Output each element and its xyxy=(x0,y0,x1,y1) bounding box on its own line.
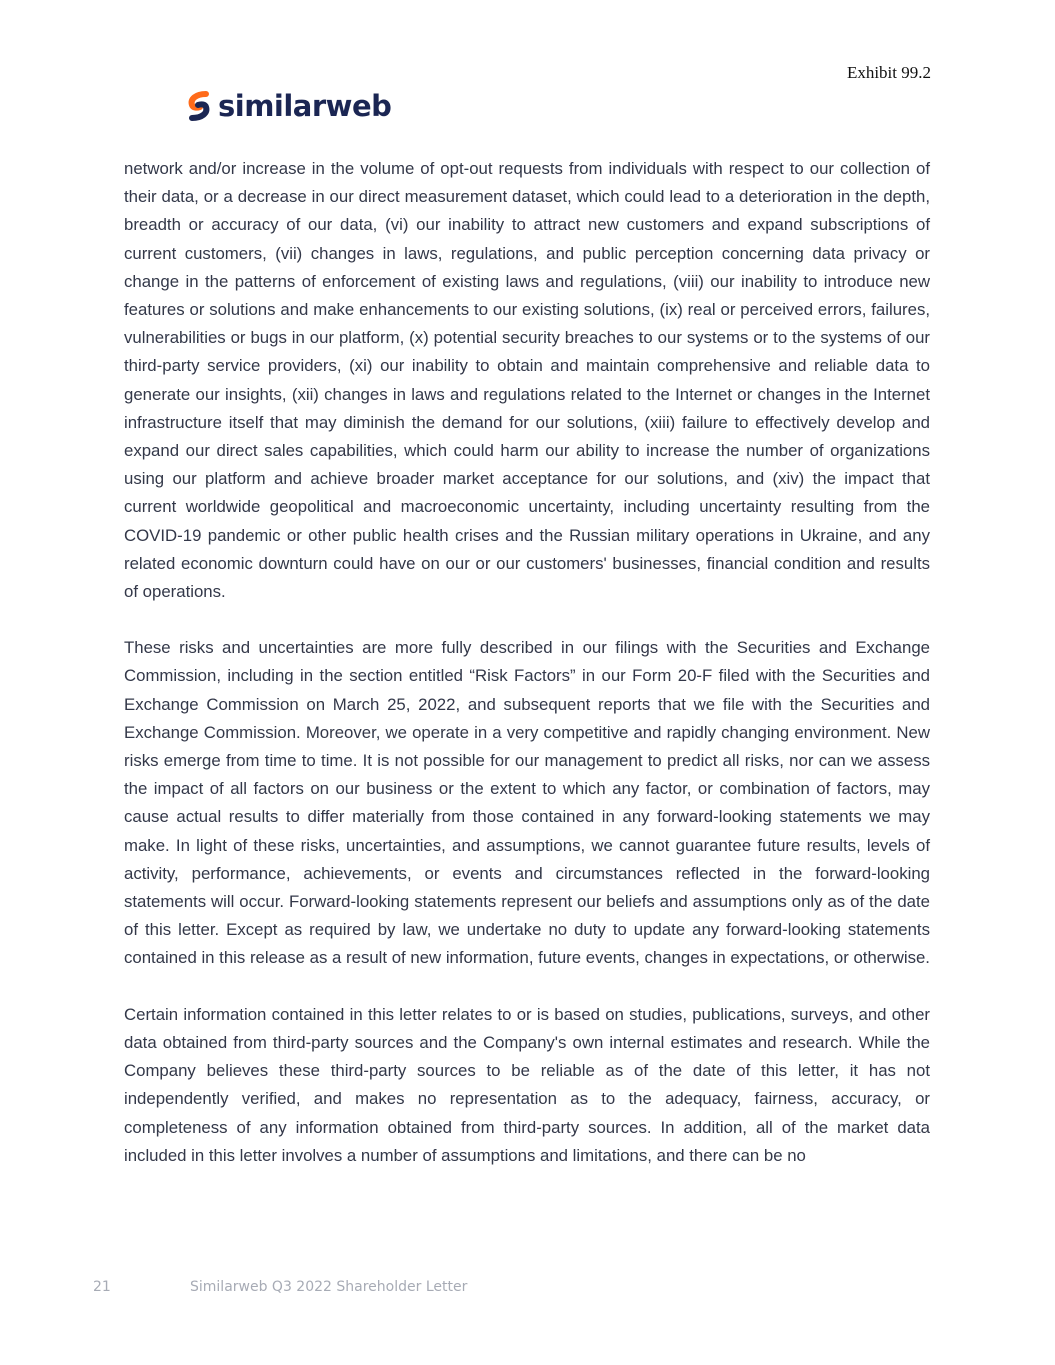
paragraph-risks-uncertainties: These risks and uncertainties are more fully described in our filings with the Securities and Exchange Commission, including in the section entitled “Risk Factors” in our Form 20-F filed with the Securities and Exchange Commission on March 25, 2022, and subsequent reports that we file with the Securities and Exchange Commission. Moreover, we operate in a very competitive and rapidly changing environment. New risks emerge from time to time. It is not possible for our management to predict all risks, nor can we assess the impact of all factors on our business or the extent to which any factor, or combination of factors, may cause actual results to differ materially from those contained in any forward-looking statements we may make. In light of these risks, uncertainties, and assumptions, we cannot guarantee future results, levels of activity, performance, achievements, or events and circumstances reflected in the forward-looking statements will occur. Forward-looking statements represent our beliefs and assumptions only as of the date of this letter. Except as required by law, we undertake no duty to update any forward-looking statements contained in this release as a result of new information, future events, changes in expectations, or otherwise. xyxy=(124,638,930,968)
letter-body xyxy=(124,155,930,1198)
paragraph-risk-factors-list: network and/or increase in the volume of opt-out requests from individuals with respect to our collection of their data, or a decrease in our direct measurement dataset, which could lead to a deterioration in the depth, breadth or accuracy of our data, (vi) our inability to attract new customers and expand subscriptions of current customers, (vii) changes in laws, regulations, and public perception concerning data privacy or change in the patterns of enforcement of existing laws and regulations, (viii) our inability to introduce new features or solutions and make enhancements to our existing solutions, (ix) real or perceived errors, failures, vulnerabilities or bugs in our platform, (x) potential security breaches to our systems or to the systems of our third-party service providers, (xi) our inability to obtain and maintain comprehensive and reliable data to generate our insights, (xii) changes in laws and regulations related to the Internet or changes in the Internet infrastructure itself that may diminish the demand for our solutions, (xiii) failure to effectively develop and expand our direct sales capabilities, which could harm our ability to increase the number of organizations using our platform and achieve broader market acceptance for our solutions, and (xiv) the impact that current worldwide geopolitical and macroeconomic uncertainty, including uncertainty resulting from the COVID-19 pandemic or other public health crises and the Russian military operations in Ukraine, and any related economic downturn could have on our or our customers' businesses, financial condition and results of operations. xyxy=(124,159,930,602)
footer-title: Similarweb Q3 2022 Shareholder Letter xyxy=(190,1279,468,1295)
logo-text: similarweb xyxy=(218,89,392,123)
page-footer xyxy=(93,1279,467,1295)
similarweb-logo-icon xyxy=(186,91,212,121)
company-logo xyxy=(186,88,391,124)
paragraph-third-party-data: Certain information contained in this letter relates to or is based on studies, publications, surveys, and other data obtained from third-party sources and the Company's own internal estimates and research. While the Company believes these third-party sources to be reliable as of the date of this letter, it has not independently verified, and makes no representation as to the adequacy, fairness, accuracy, or completeness of any information obtained from third-party sources. In addition, all of the market data included in this letter involves a number of assumptions and limitations, and there can be no xyxy=(124,1004,930,1165)
exhibit-label: Exhibit 99.2 xyxy=(846,63,931,82)
page-number: 21 xyxy=(93,1279,111,1295)
